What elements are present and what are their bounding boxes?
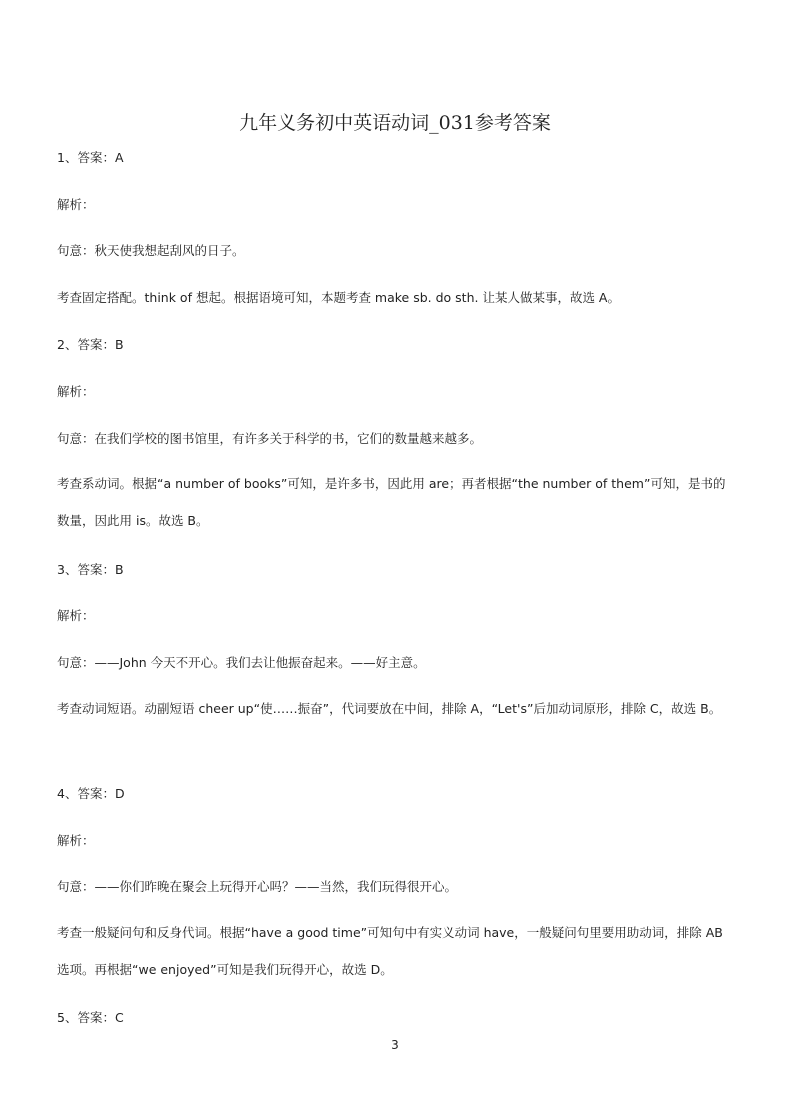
q1-explanation: 考查固定搭配。think of 想起。根据语境可知，本题考查 make sb. do sth. 让某人做某事，故选 A。: [57, 290, 620, 305]
q3-sentence-meaning: 句意：——John 今天不开心。我们去让他振奋起来。——好主意。: [57, 655, 426, 670]
q4-analysis-label: 解析：: [57, 833, 95, 848]
q2-explanation: 考查系动词。根据“a number of books”可知，是许多书，因此用 are；再者根据“the number of them”可知，是书的数量，因此用 is。故选 B。: [57, 476, 726, 528]
q1-sentence-meaning: 句意：秋天使我想起刮风的日子。: [57, 243, 245, 258]
q3-analysis-label: 解析：: [57, 608, 95, 623]
q1-analysis-label: 解析：: [57, 197, 95, 212]
q2-analysis-label: 解析：: [57, 384, 95, 399]
q4-answer: 4、答案：D: [57, 786, 125, 801]
q3-answer: 3、答案：B: [57, 562, 124, 577]
q2-answer: 2、答案：B: [57, 337, 124, 352]
q3-explanation: 考查动词短语。动副短语 cheer up“使……振奋”，代词要放在中间，排除 A，“Let's”后加动词原形，排除 C，故选 B。: [57, 701, 722, 716]
q4-sentence-meaning: 句意：——你们昨晚在聚会上玩得开心吗？——当然，我们玩得很开心。: [57, 879, 458, 894]
page-title: 九年义务初中英语动词_031参考答案: [239, 112, 551, 134]
q2-sentence-meaning: 句意：在我们学校的图书馆里，有许多关于科学的书，它们的数量越来越多。: [57, 431, 483, 446]
q4-explanation: 考查一般疑问句和反身代词。根据“have a good time”可知句中有实义动词 have，一般疑问句里要用助动词，排除 AB 选项。再根据“we enjoyed”可知是我们玩得开心，故选 D。: [57, 925, 723, 977]
q5-answer: 5、答案：C: [57, 1010, 124, 1025]
q1-answer: 1、答案：A: [57, 150, 124, 165]
page-number: 3: [391, 1038, 399, 1052]
